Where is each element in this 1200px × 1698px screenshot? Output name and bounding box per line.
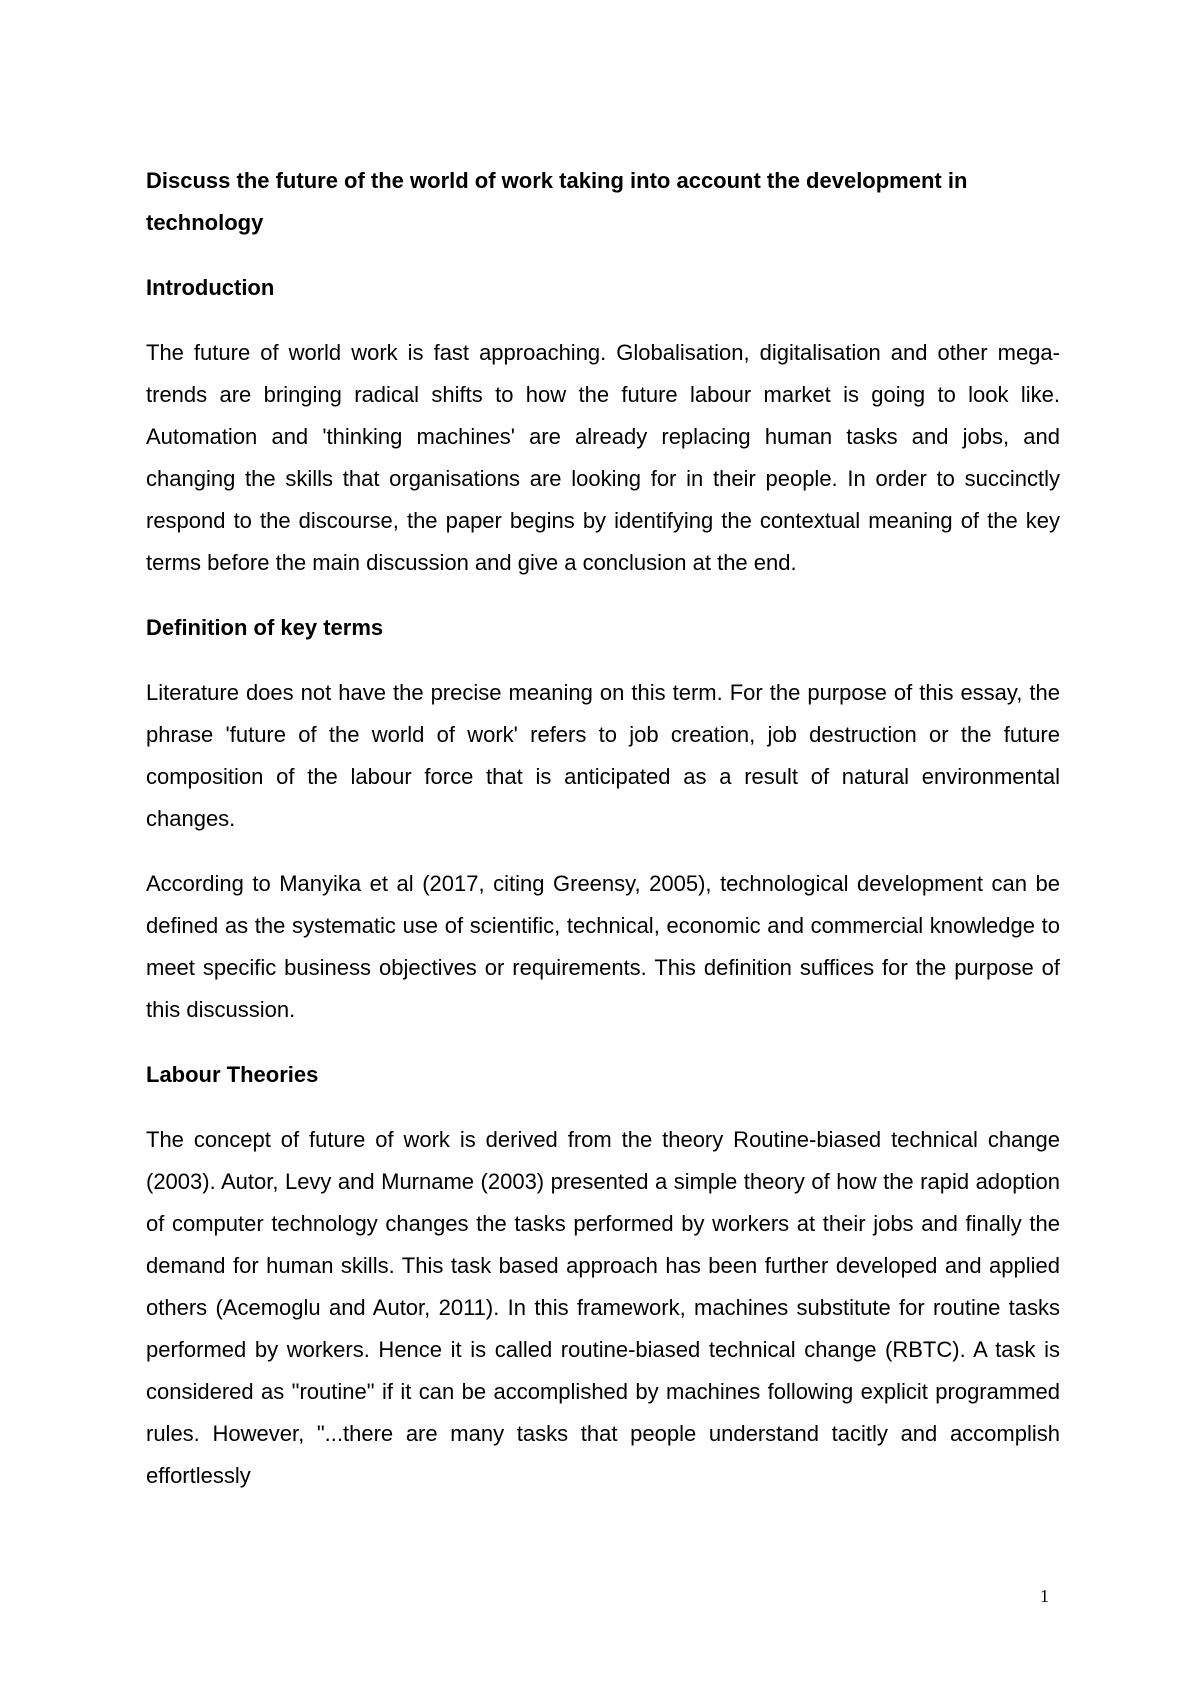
page-number: 1 — [1040, 1586, 1049, 1606]
document-title: Discuss the future of the world of work taking into account the development in technology — [146, 168, 968, 235]
labour-theories-paragraph: The concept of future of work is derived from the theory Routine-biased technical change (2003). Autor, Levy and Murname (2003) presented a simple theory of how the rapid adoption of computer technology changes the tasks performed by workers at their jobs and finally the demand for human skills. This task based approach has been further developed and applied others (Acemoglu and Autor, 2011). In this framework, machines substitute for routine tasks performed by workers. Hence it is called routine-biased technical change (RBTC). A task is considered as "routine" if it can be accomplished by machines following explicit programmed rules. However, "...there are many tasks that people understand tacitly and accomplish effortlessly — [146, 1127, 1060, 1488]
document-body — [146, 160, 1060, 1520]
section-heading-labour-theories: Labour Theories — [146, 1062, 319, 1087]
definition-paragraph-2: According to Manyika et al (2017, citing Greensy, 2005), technological development can be defined as the systematic use of scientific, technical, economic and commercial knowledge to meet specific business objectives or requirements. This definition suffices for the purpose of this discussion. — [146, 871, 1060, 1022]
introduction-paragraph: The future of world work is fast approaching. Globalisation, digitalisation and other mega-trends are bringing radical shifts to how the future labour market is going to look like. Automation and 'thinking machines' are already replacing human tasks and jobs, and changing the skills that organisations are looking for in their people. In order to succinctly respond to the discourse, the paper begins by identifying the contextual meaning of the key terms before the main discussion and give a conclusion at the end. — [146, 340, 1060, 575]
definition-paragraph-1: Literature does not have the precise meaning on this term. For the purpose of this essay, the phrase 'future of the world of work' refers to job creation, job destruction or the future composition of the labour force that is anticipated as a result of natural environmental changes. — [146, 680, 1060, 831]
section-heading-definition-of-key-terms: Definition of key terms — [146, 615, 384, 640]
section-heading-introduction: Introduction — [146, 275, 275, 300]
